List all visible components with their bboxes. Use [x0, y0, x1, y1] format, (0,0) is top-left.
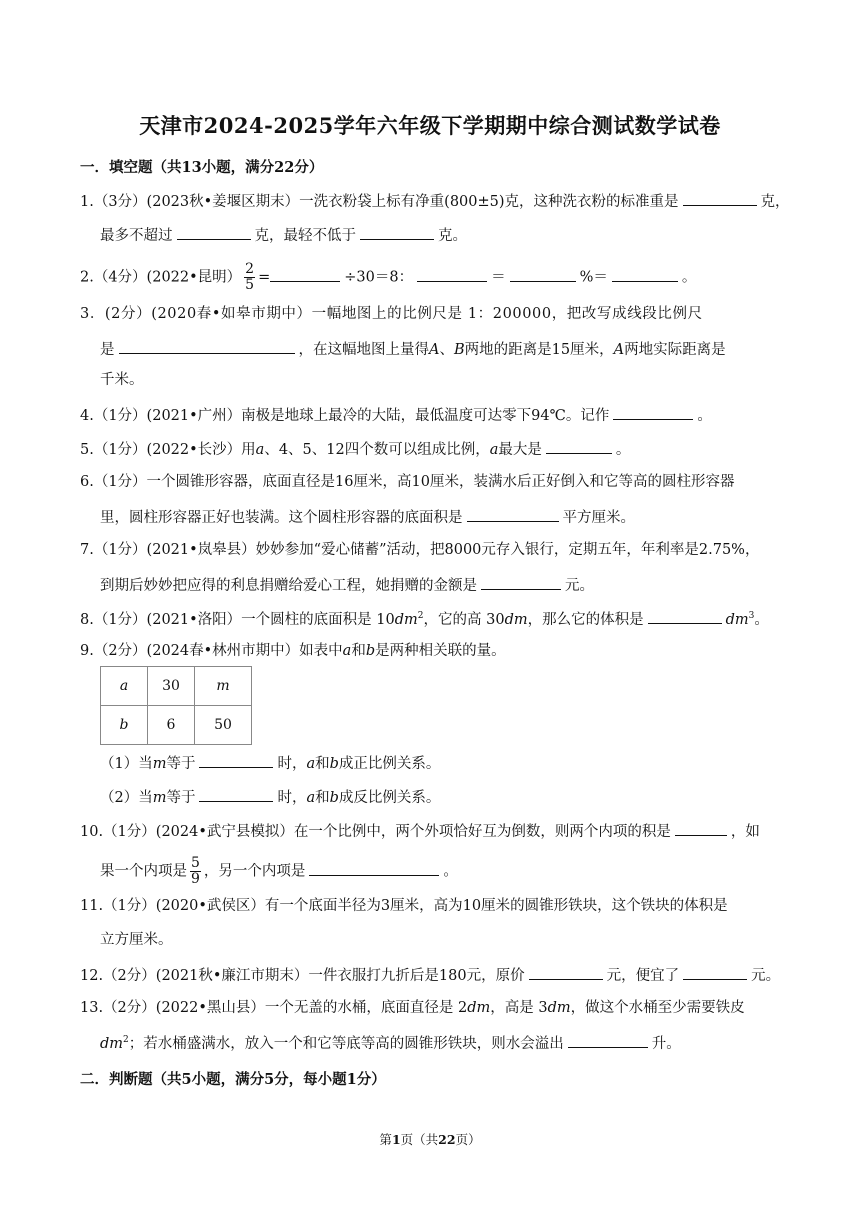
answer-blank[interactable]: [417, 266, 487, 282]
question-9-sub-1: （1）当m等于 时，a和b成正比例关系。: [100, 752, 800, 774]
question-4: 4.（1分）(2021•广州）南极是地球上最冷的大陆，最低温度可达零下94℃。记作 。: [80, 404, 780, 426]
question-11-line-1: 11.（1分）(2020•武侯区）有一个底面半径为3厘米，高为10厘米的圆锥形铁块，这个铁块的体积是: [80, 898, 728, 914]
relation-table: [100, 666, 252, 745]
answer-blank[interactable]: [683, 964, 747, 980]
fraction: $\frac{5}{9}$: [191, 855, 200, 887]
answer-blank[interactable]: [613, 404, 693, 420]
table-cell: m: [195, 667, 252, 706]
section-heading-fill-blank: 一．填空题（共13小题，满分22分）: [80, 159, 324, 176]
question-6-line-1: 6.（1分）一个圆锥形容器，底面直径是16厘米，高10厘米，装满水后正好倒入和它等高的圆柱形容器: [80, 474, 735, 490]
question-10-line-2: 果一个内项是 $\frac{5}{9}$ ，另一个内项是 。: [100, 855, 458, 887]
table-cell: b: [101, 706, 148, 745]
answer-blank[interactable]: [270, 266, 340, 282]
table-cell: 6: [148, 706, 195, 745]
page-title: 天津市2024-2025学年六年级下学期期中综合测试数学试卷: [139, 113, 721, 138]
answer-blank[interactable]: [119, 338, 295, 354]
question-1-line-2: 最多不超过 克，最轻不低于 克。: [100, 224, 800, 246]
question-11-line-2: 立方厘米。: [100, 932, 173, 948]
answer-blank[interactable]: [683, 190, 757, 206]
question-7-line-1: 7.（1分）(2021•岚皋县）妙妙参加“爱心储蓄”活动，把8000元存入银行，定期五年，年利率是2.75%，: [80, 542, 760, 558]
answer-blank[interactable]: [199, 786, 273, 802]
answer-blank[interactable]: [568, 1032, 648, 1048]
answer-blank[interactable]: [529, 964, 603, 980]
question-13-line-2: $dm^2$；若水桶盛满水，放入一个和它等底等高的圆锥形铁块，则水会溢出 升。: [100, 1032, 800, 1054]
table-row: [101, 706, 252, 745]
question-7-line-2: 到期后妙妙把应得的利息捐赠给爱心工程，她捐赠的金额是 元。: [100, 574, 800, 596]
table-cell: a: [101, 667, 148, 706]
question-9-sub-2: （2）当m等于 时，a和b成反比例关系。: [100, 786, 800, 808]
question-2: 2.（4分）(2022•昆明） $\frac{2}{5}$ = ÷30＝8： ＝ %＝ 。: [80, 261, 697, 293]
answer-blank[interactable]: [360, 224, 434, 240]
answer-blank[interactable]: [481, 574, 561, 590]
answer-blank[interactable]: [199, 752, 273, 768]
page-footer: 第1页（共22页）: [379, 1132, 481, 1147]
table-cell: 50: [195, 706, 252, 745]
question-10-line-1: 10.（1分）(2024•武宁县模拟）在一个比例中，两个外项恰好互为倒数，则两个内项的积是 ，如: [80, 820, 780, 842]
table-cell: 30: [148, 667, 195, 706]
question-13-line-1: 13.（2分）(2022•黑山县）一个无盖的水桶，底面直径是 2dm，高是 3dm，做这个水桶至少需要铁皮: [80, 1000, 745, 1016]
answer-blank[interactable]: [467, 506, 559, 522]
question-9: 9.（2分）(2024春•林州市期中）如表中a和b是两种相关联的量。: [80, 643, 506, 659]
question-3-line-2: 是 ，在这幅地图上量得A、B两地的距离是15厘米，A两地实际距离是: [100, 338, 800, 360]
fraction: $\frac{2}{5}$: [245, 261, 255, 293]
question-12: 12.（2分）(2021秋•廉江市期末）一件衣服打九折后是180元，原价 元，便宜了 元。: [80, 964, 780, 986]
answer-blank[interactable]: [546, 438, 612, 454]
answer-blank[interactable]: [309, 860, 439, 876]
table-row: [101, 667, 252, 706]
question-3-line-3: 千米。: [100, 372, 144, 388]
question-8: 8.（1分）(2021•洛阳）一个圆柱的底面积是 $10dm^2$，它的高 30dm，那么它的体积是 $dm^3$。: [80, 608, 780, 630]
answer-blank[interactable]: [510, 266, 576, 282]
question-6-line-2: 里，圆柱形容器正好也装满。这个圆柱形容器的底面积是 平方厘米。: [100, 506, 800, 528]
answer-blank[interactable]: [177, 224, 251, 240]
question-1-line-1: 1.（3分）(2023秋•姜堰区期末）一洗衣粉袋上标有净重(800±5)克，这种洗衣粉的标准重是 克，: [80, 190, 780, 212]
answer-blank[interactable]: [612, 266, 678, 282]
answer-blank[interactable]: [675, 820, 727, 836]
question-5: 5.（1分）(2022•长沙）用a、4、5、12四个数可以组成比例，a最大是 。: [80, 438, 780, 460]
answer-blank[interactable]: [648, 608, 722, 624]
section-heading-true-false: 二．判断题（共5小题，满分5分，每小题1分）: [80, 1071, 386, 1088]
question-3-line-1: 3．(2分）(2020春•如皋市期中）一幅地图上的比例尺是 1：200000，把改写成线段比例尺: [80, 306, 703, 322]
